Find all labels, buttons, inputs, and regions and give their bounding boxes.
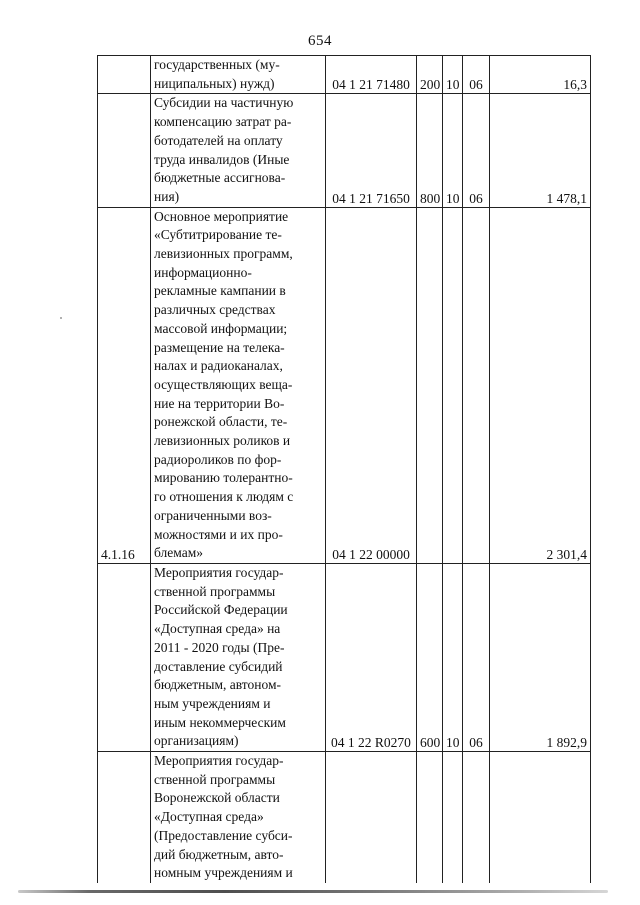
section-cell: 10 bbox=[443, 563, 463, 751]
section-cell bbox=[443, 752, 463, 883]
row-name-line: Мероприятия государ- bbox=[154, 753, 284, 769]
row-name-line: размещение на телека- bbox=[154, 339, 285, 355]
row-name-line: компенсацию затрат ра- bbox=[154, 114, 292, 130]
row-name-line: блемам» bbox=[154, 545, 203, 561]
table-row bbox=[98, 56, 591, 94]
section-cell bbox=[443, 207, 463, 563]
budget-table-body bbox=[98, 56, 591, 883]
expense-type-cell: 800 bbox=[417, 94, 443, 207]
row-number-cell bbox=[98, 752, 151, 883]
budget-code-cell: 04 1 21 71480 bbox=[326, 56, 417, 94]
budget-code-cell: 04 1 22 R0270 bbox=[326, 563, 417, 751]
row-name-cell bbox=[151, 207, 326, 563]
row-number-cell bbox=[98, 563, 151, 751]
row-name-line: можностями и их про- bbox=[154, 526, 283, 542]
row-name-line: левизионных роликов и bbox=[154, 433, 291, 449]
row-number-cell: 4.1.16 bbox=[98, 207, 151, 563]
subsection-cell: 06 bbox=[463, 563, 490, 751]
scan-bottom-edge-mark bbox=[18, 890, 608, 893]
row-name-line: дий бюджетным, авто- bbox=[154, 846, 284, 862]
row-name-line: рекламные кампании в bbox=[154, 283, 286, 299]
row-name-line: ственной программы bbox=[154, 583, 276, 599]
row-name-line: организациям) bbox=[154, 733, 239, 749]
row-name-line: «Доступная среда» bbox=[154, 809, 264, 825]
row-name-line: (Предоставление субси- bbox=[154, 827, 293, 843]
row-name-line: ниципальных) нужд) bbox=[154, 75, 275, 91]
row-name-line: иным некоммерческим bbox=[154, 714, 286, 730]
row-name-cell bbox=[151, 752, 326, 883]
row-name-cell bbox=[151, 56, 326, 94]
table-row bbox=[98, 752, 591, 883]
budget-code-cell: 04 1 21 71650 bbox=[326, 94, 417, 207]
row-name-cell bbox=[151, 563, 326, 751]
budget-code-cell: 04 1 22 00000 bbox=[326, 207, 417, 563]
row-name-line: ботодателей на оплату bbox=[154, 132, 283, 148]
expense-type-cell: 200 bbox=[417, 56, 443, 94]
row-name-line: Мероприятия государ- bbox=[154, 564, 284, 580]
row-name-line: левизионных программ, bbox=[154, 246, 293, 262]
table-row bbox=[98, 94, 591, 207]
subsection-cell: 06 bbox=[463, 56, 490, 94]
scan-speck bbox=[60, 317, 62, 319]
row-name-line: Основное мероприятие bbox=[154, 208, 289, 224]
row-name-line: «Субтитрирование те- bbox=[154, 227, 282, 243]
amount-cell bbox=[490, 752, 591, 883]
table-row bbox=[98, 563, 591, 751]
row-number-cell bbox=[98, 56, 151, 94]
subsection-cell bbox=[463, 752, 490, 883]
row-name-line: «Доступная среда» на bbox=[154, 621, 281, 637]
row-name-line: Воронежской области bbox=[154, 790, 280, 806]
row-name-line: труда инвалидов (Иные bbox=[154, 151, 290, 167]
row-name-line: ственной программы bbox=[154, 771, 276, 787]
row-name-line: Субсидии на частичную bbox=[154, 95, 294, 111]
subsection-cell bbox=[463, 207, 490, 563]
row-name-line: Российской Федерации bbox=[154, 602, 288, 618]
row-name-line: бюджетные ассигнова- bbox=[154, 170, 286, 186]
row-name-line: осуществляющих веща- bbox=[154, 376, 293, 392]
row-name-line: массовой информации; bbox=[154, 320, 288, 336]
row-name-line: ным учреждениям и bbox=[154, 695, 271, 711]
row-name-line: ронежской области, те- bbox=[154, 414, 288, 430]
row-name-line: номным учреждениям и bbox=[154, 865, 293, 881]
row-name-line: ния) bbox=[154, 188, 180, 204]
row-name-line: информационно- bbox=[154, 264, 252, 280]
budget-table bbox=[97, 55, 591, 883]
row-name-line: государственных (му- bbox=[154, 57, 280, 72]
row-number-cell bbox=[98, 94, 151, 207]
row-name-line: мированию толерантно- bbox=[154, 470, 293, 486]
expense-type-cell bbox=[417, 752, 443, 883]
expense-type-cell bbox=[417, 207, 443, 563]
amount-cell: 16,3 bbox=[490, 56, 591, 94]
amount-cell: 1 892,9 bbox=[490, 563, 591, 751]
table-row bbox=[98, 207, 591, 563]
page-number: 654 bbox=[308, 33, 332, 49]
row-name-cell bbox=[151, 94, 326, 207]
amount-cell: 2 301,4 bbox=[490, 207, 591, 563]
row-name-line: ние на территории Во- bbox=[154, 395, 285, 411]
row-name-line: 2011 - 2020 годы (Пре- bbox=[154, 639, 285, 655]
row-name-line: налах и радиоканалах, bbox=[154, 358, 283, 374]
row-name-line: различных средствах bbox=[154, 302, 276, 318]
row-name-line: ограниченными воз- bbox=[154, 507, 272, 523]
row-name-line: бюджетным, автоном- bbox=[154, 677, 282, 693]
subsection-cell: 06 bbox=[463, 94, 490, 207]
section-cell: 10 bbox=[443, 56, 463, 94]
row-name-line: радиороликов по фор- bbox=[154, 451, 282, 467]
amount-cell: 1 478,1 bbox=[490, 94, 591, 207]
row-name-line: доставление субсидий bbox=[154, 658, 283, 674]
row-name-line: го отношения к людям с bbox=[154, 489, 294, 505]
section-cell: 10 bbox=[443, 94, 463, 207]
expense-type-cell: 600 bbox=[417, 563, 443, 751]
budget-code-cell bbox=[326, 752, 417, 883]
